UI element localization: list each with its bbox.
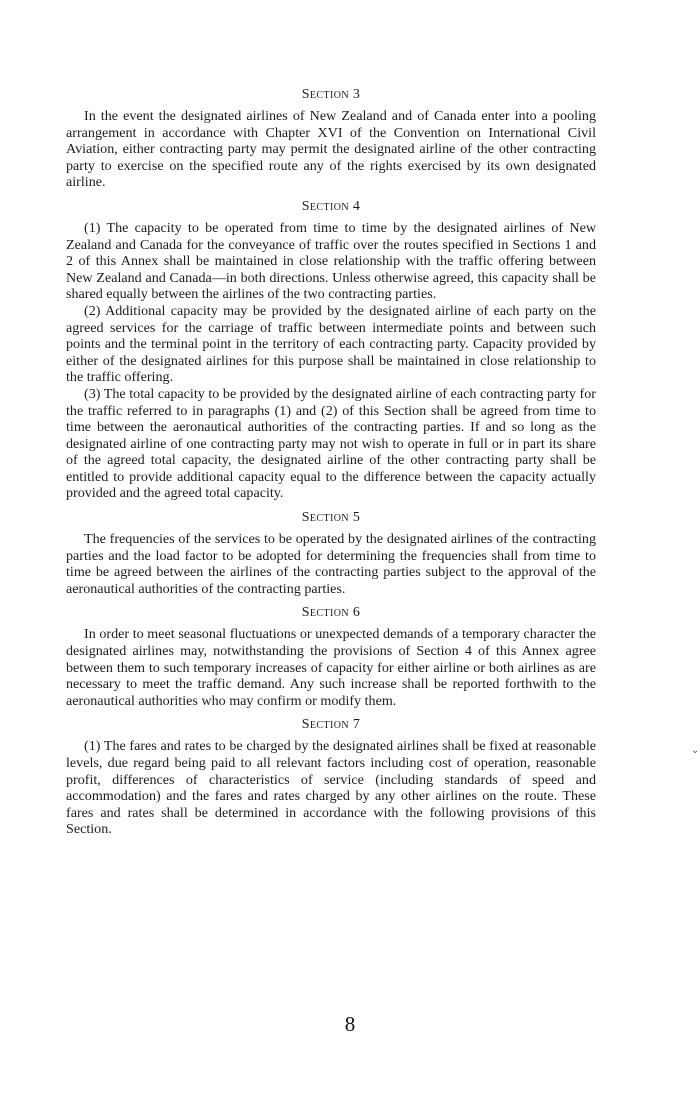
section-7 bbox=[66, 716, 596, 838]
page-number: 8 bbox=[344, 1012, 356, 1036]
margin-tick-mark: ⌄ bbox=[691, 745, 700, 756]
section-4 bbox=[66, 198, 596, 502]
section-heading: Section 4 bbox=[301, 198, 361, 214]
page-body bbox=[66, 86, 596, 838]
paragraph: (1) The capacity to be operated from time to time by the designated airlines of New Zealand and Canada for the conveyance of traffic over the routes specified in Sections 1 and 2 of this Annex shall be maintained in close relationship with the traffic offering between New Zealand and Canada—in both directions. Unless otherwise agreed, this capacity shall be shared equally between the airlines of the two contracting parties. bbox=[66, 219, 596, 303]
paragraph: (3) The total capacity to be provided by the designated airline of each contracting party for the traffic referred to in paragraphs (1) and (2) of this Section shall be agreed from time to time between the aeronautical authorities of the contracting parties. If and so long as the designated airline of one contracting party may not wish to operate in full or in part its share of the agreed total capacity, the designated airline of the other contracting party shall be entitled to provide additional capacity equal to the difference between the capacity actually provided and the agreed total capacity. bbox=[66, 385, 596, 502]
paragraph: (1) The fares and rates to be charged by the designated airlines shall be fixed at reasonable levels, due regard being paid to all relevant factors including cost of operation, reasonable profit, differences of characteristics of service (including standards of speed and accommodation) and the fares and rates charged by any other airlines on the route. These fares and rates shall be determined in accordance with the following provisions of this Section. bbox=[66, 738, 596, 838]
paragraph: In order to meet seasonal fluctuations or unexpected demands of a temporary character the designated airlines may, notwithstanding the provisions of Section 4 of this Annex agree between them to such temporary increases of capacity for either airline or both airlines as are necessary to meet the traffic demand. Any such increase shall be reported forthwith to the aeronautical authorities who may confirm or modify them. bbox=[66, 626, 596, 709]
paragraph: In the event the designated airlines of New Zealand and of Canada enter into a pooling arrangement in accordance with Chapter XVI of the Convention on International Civil Aviation, either contracting party may permit the designated airline of the other contracting party to exercise on the specified route any of the rights exercised by its own designated airline. bbox=[66, 108, 596, 191]
paragraph: (2) Additional capacity may be provided by the designated airline of each party on the agreed services for the carriage of traffic between intermediate points and between such points and the terminal point in the territory of each contracting party. Capacity provided by either of the designated airlines for this purpose shall be maintained in close relationship to the traffic offering. bbox=[66, 302, 596, 386]
section-5 bbox=[66, 509, 596, 597]
section-heading: Section 5 bbox=[301, 510, 361, 526]
section-heading: Section 3 bbox=[301, 87, 361, 102]
section-6 bbox=[66, 604, 596, 709]
section-heading: Section 7 bbox=[301, 717, 361, 733]
paragraph: The frequencies of the services to be operated by the designated airlines of the contracting parties and the load factor to be adopted for determining the frequencies shall from time to time be agreed between the airlines of the contracting parties subject to the approval of the aeronautical authorities of the contracting parties. bbox=[66, 531, 596, 597]
section-3 bbox=[66, 86, 596, 191]
section-heading: Section 6 bbox=[301, 605, 361, 621]
